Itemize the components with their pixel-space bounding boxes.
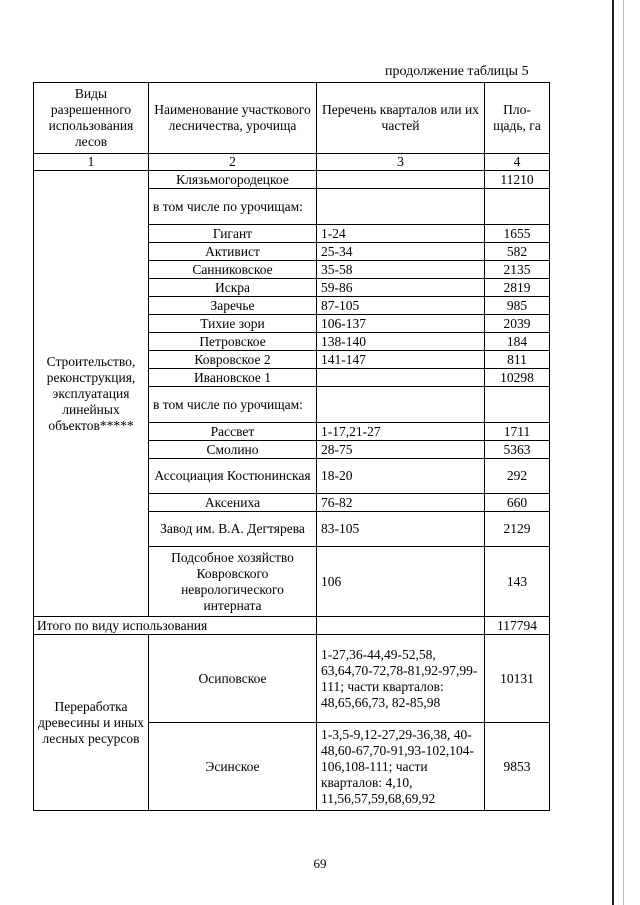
header-row (34, 83, 550, 154)
quarters-cell: 35-58 (317, 261, 485, 279)
area-cell: 292 (485, 459, 550, 494)
forestry-name-cell: Аксениха (149, 494, 317, 512)
quarters-cell: 1-27,36-44,49-52,58, 63,64,70-72,78-81,92-97,99-111; части кварталов: 48,65,66,73, 82-85,98 (317, 635, 485, 723)
quarters-cell: 1-17,21-27 (317, 423, 485, 441)
header-forestry-name: Наименование участкового лесничества, урочища (149, 83, 317, 154)
quarters-cell (317, 171, 485, 189)
header-use-type: Виды разрешенного использования лесов (34, 83, 149, 154)
area-cell: 11210 (485, 171, 550, 189)
forestry-name-cell: Гигант (149, 225, 317, 243)
forestry-name-cell: Ивановское 1 (149, 369, 317, 387)
forestry-name-cell: Рассвет (149, 423, 317, 441)
area-cell: 143 (485, 547, 550, 617)
header-quarters: Перечень кварталов или их частей (317, 83, 485, 154)
forestry-name-cell: Ковровское 2 (149, 351, 317, 369)
forestry-name-cell: Санниковское (149, 261, 317, 279)
area-cell: 811 (485, 351, 550, 369)
quarters-cell: 1-24 (317, 225, 485, 243)
area-cell: 660 (485, 494, 550, 512)
area-cell: 184 (485, 333, 550, 351)
quarters-cell: 83-105 (317, 512, 485, 547)
forestry-name-cell: Подсобное хозяйство Ковровского неврологического интерната (149, 547, 317, 617)
use-type-cell: Строительство, реконструкция, эксплуатация линейных объектов***** (34, 171, 149, 617)
quarters-cell: 59-86 (317, 279, 485, 297)
forestry-name-cell: Ассоциация Костюнинская (149, 459, 317, 494)
forestry-name-cell: Заречье (149, 297, 317, 315)
forestry-name-cell: Искра (149, 279, 317, 297)
forestry-name-cell: Петровское (149, 333, 317, 351)
index-cell: 3 (317, 154, 485, 171)
area-cell: 9853 (485, 723, 550, 811)
quarters-cell: 141-147 (317, 351, 485, 369)
forestry-name-cell: Эсинское (149, 723, 317, 811)
total-quarters-cell (317, 617, 485, 635)
area-cell: 582 (485, 243, 550, 261)
quarters-cell: 106-137 (317, 315, 485, 333)
quarters-cell: 1-3,5-9,12-27,29-36,38, 40-48,60-67,70-91,93-102,104-106,108-111; части кварталов: 4,10, 11,56,57,59,68,69,92 (317, 723, 485, 811)
forestry-name-cell: Осиповское (149, 635, 317, 723)
quarters-cell (317, 189, 485, 225)
forestry-name-cell: Активист (149, 243, 317, 261)
forestry-name-cell: Смолино (149, 441, 317, 459)
data-table (33, 82, 550, 811)
page-number: 69 (313, 856, 327, 871)
quarters-cell (317, 369, 485, 387)
quarters-cell (317, 387, 485, 423)
quarters-cell: 18-20 (317, 459, 485, 494)
area-cell: 2819 (485, 279, 550, 297)
quarters-cell: 28-75 (317, 441, 485, 459)
area-cell: 10298 (485, 369, 550, 387)
area-cell: 1711 (485, 423, 550, 441)
area-cell: 5363 (485, 441, 550, 459)
forestry-name-cell: в том числе по урочищам: (149, 189, 317, 225)
table-row (34, 635, 550, 723)
quarters-cell: 138-140 (317, 333, 485, 351)
forestry-name-cell: в том числе по урочищам: (149, 387, 317, 423)
area-cell: 2039 (485, 315, 550, 333)
quarters-cell: 76-82 (317, 494, 485, 512)
header-area: Пло-щадь, га (485, 83, 550, 154)
forestry-name-cell: Тихие зори (149, 315, 317, 333)
quarters-cell: 106 (317, 547, 485, 617)
area-cell: 10131 (485, 635, 550, 723)
index-cell: 2 (149, 154, 317, 171)
area-cell (485, 189, 550, 225)
table-row (34, 171, 550, 189)
page-edge-line (612, 0, 614, 905)
area-cell: 985 (485, 297, 550, 315)
index-cell: 4 (485, 154, 550, 171)
area-cell: 2129 (485, 512, 550, 547)
quarters-cell: 87-105 (317, 297, 485, 315)
table-caption: продолжение таблицы 5 (385, 64, 529, 79)
area-cell: 1655 (485, 225, 550, 243)
page-edge-line-secondary (623, 0, 624, 905)
total-area: 117794 (485, 617, 550, 635)
area-cell: 2135 (485, 261, 550, 279)
use-type-cell: Переработка древесины и иных лесных ресурсов (34, 635, 149, 811)
quarters-cell: 25-34 (317, 243, 485, 261)
index-cell: 1 (34, 154, 149, 171)
total-label: Итого по виду использования (34, 617, 317, 635)
forestry-name-cell: Завод им. В.А. Дегтярева (149, 512, 317, 547)
forestry-name-cell: Клязьмогородецкое (149, 171, 317, 189)
index-row (34, 154, 550, 171)
total-row (34, 617, 550, 635)
area-cell (485, 387, 550, 423)
